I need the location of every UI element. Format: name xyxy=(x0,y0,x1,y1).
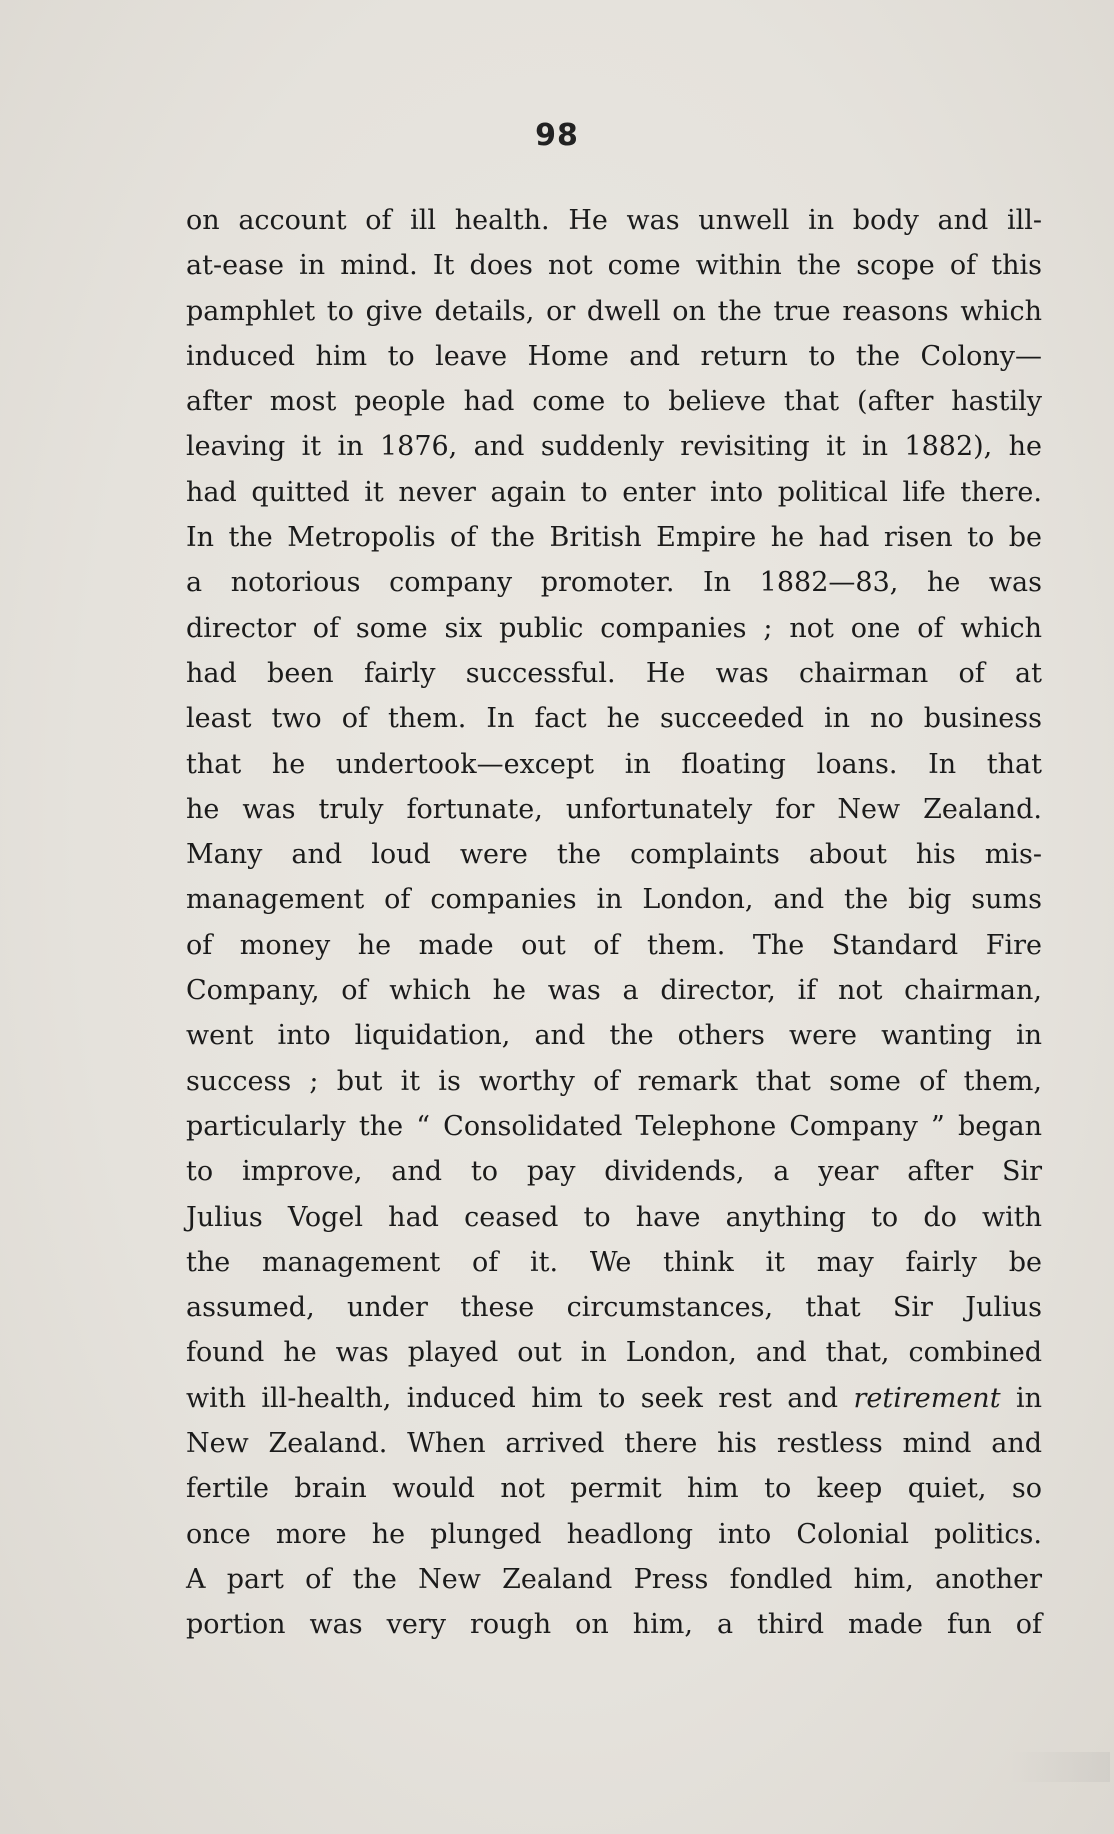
italic-word: retirement xyxy=(853,1382,1001,1414)
text-line: A part of the New Zealand Press fondled him, another xyxy=(186,1563,1042,1595)
text-line: on account of ill health. He was unwell in body and ill- xyxy=(186,205,1042,236)
text-line: particularly the “ Consolidated Telephone Company ” began xyxy=(186,1110,1042,1142)
text-line: Julius Vogel had ceased to have anything to do with xyxy=(186,1201,1042,1233)
text-line: once more he plunged headlong into Colonial politics. xyxy=(186,1518,1042,1550)
text-line: Company, of which he was a director, if not chairman, xyxy=(186,975,1042,1007)
text-line: success ; but it is worthy of remark that some of them, xyxy=(186,1065,1042,1097)
text-line: he was truly fortunate, unfortunately for New Zealand. xyxy=(186,793,1042,825)
text-line: a notorious company promoter. In 1882—83, he was xyxy=(186,567,1042,599)
text-line: found he was played out in London, and that, combined xyxy=(186,1337,1042,1369)
text-line: to improve, and to pay dividends, a year after Sir xyxy=(186,1156,1042,1188)
body-text xyxy=(186,198,1042,1648)
text-line-with-italic xyxy=(186,1376,1042,1421)
text-line: the management of it. We think it may fairly be xyxy=(186,1246,1042,1278)
text-line: after most people had come to believe that (after hastily xyxy=(186,386,1042,418)
show-through-shadow xyxy=(1010,1752,1110,1782)
text-line: fertile brain would not permit him to keep quiet, so xyxy=(186,1473,1042,1505)
text-line: at-ease in mind. It does not come within the scope of this xyxy=(186,250,1042,282)
text-line: of money he made out of them. The Standard Fire xyxy=(186,929,1042,961)
text-line: went into liquidation, and the others were wanting in xyxy=(186,1020,1042,1052)
text-line: had quitted it never again to enter into political life there. xyxy=(186,476,1042,508)
text-segment: in xyxy=(1015,1382,1042,1414)
text-line: leaving it in 1876, and suddenly revisiting it in 1882), he xyxy=(186,431,1042,463)
text-line: least two of them. In fact he succeeded in no business xyxy=(186,703,1042,735)
text-line: management of companies in London, and the big sums xyxy=(186,884,1042,916)
text-segment: with ill-health, induced him to seek rest and xyxy=(186,1382,839,1414)
page-number: 98 xyxy=(535,118,579,153)
text-line: portion was very rough on him, a third made fun of xyxy=(186,1609,1042,1641)
text-line: had been fairly successful. He was chairman of at xyxy=(186,657,1042,689)
text-line: assumed, under these circumstances, that Sir Julius xyxy=(186,1292,1042,1324)
text-line: In the Metropolis of the British Empire he had risen to be xyxy=(186,522,1042,554)
text-line: pamphlet to give details, or dwell on the true reasons which xyxy=(186,295,1042,327)
text-line: induced him to leave Home and return to the Colony— xyxy=(186,340,1042,372)
text-line: Many and loud were the complaints about his mis- xyxy=(186,839,1042,871)
text-line: director of some six public companies ; not one of which xyxy=(186,612,1042,644)
text-line: that he undertook—except in floating loans. In that xyxy=(186,748,1042,780)
text-line: New Zealand. When arrived there his restless mind and xyxy=(186,1428,1042,1460)
